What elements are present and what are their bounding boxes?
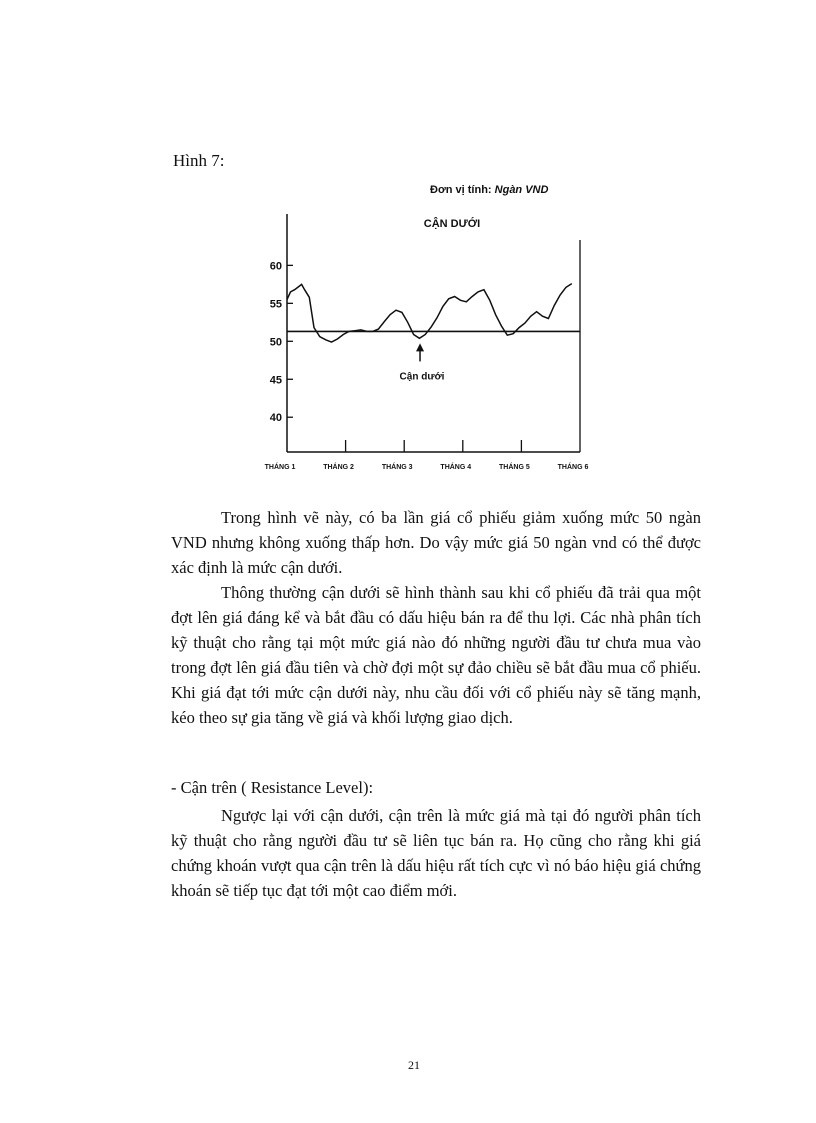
- support-level-chart: [240, 200, 600, 480]
- paragraph-1: Trong hình vẽ này, có ba lần giá cổ phiếu giảm xuống mức 50 ngàn VND nhưng không xuống thấp hơn. Do vậy mức giá 50 ngàn vnd có thể được xác định là mức cận dưới.: [171, 508, 701, 577]
- y-tick-label: 45: [269, 374, 282, 387]
- unit-label: Đơn vị tính:: [430, 184, 492, 196]
- y-tick-label: 55: [269, 298, 282, 311]
- chart-axes: [287, 214, 580, 452]
- x-tick-label: THÁNG 3: [381, 464, 413, 471]
- x-tick-label: THÁNG 2: [323, 464, 354, 471]
- x-tick-label: THÁNG 6: [557, 464, 589, 471]
- y-tick-label: 40: [269, 412, 282, 425]
- y-axis-ticks: [270, 260, 293, 424]
- section-heading: - Cận trên ( Resistance Level):: [171, 778, 374, 797]
- chart-unit-label: [430, 184, 548, 196]
- support-annotation: Cận dưới: [399, 371, 445, 383]
- x-tick-label: THÁNG 1: [264, 464, 296, 471]
- x-axis-ticks: [265, 440, 589, 471]
- figure-caption: Hình 7:: [173, 151, 225, 170]
- y-tick-label: 50: [269, 336, 282, 349]
- price-series-line: [287, 284, 572, 343]
- x-tick-label: THÁNG 4: [440, 464, 472, 471]
- paragraph-3: Ngược lại với cận dưới, cận trên là mức giá mà tại đó người phân tích kỹ thuật cho rằng người đầu tư sẽ liên tục bán ra. Họ cũng cho rằng khi giá chứng khoán vượt qua cận trên là dấu hiệu rất tích cực vì nó báo hiệu giá chứng khoán sẽ tiếp tục đạt tới một cao điểm mới.: [171, 806, 701, 900]
- support-arrow: [416, 343, 424, 361]
- arrow-head: [416, 343, 424, 351]
- paragraph-2: Thông thường cận dưới sẽ hình thành sau khi cổ phiếu đã trải qua một đợt lên giá đáng kể và bắt đầu có dấu hiệu bán ra để thu lợi. Các nhà phân tích kỹ thuật cho rằng tại một mức giá nào đó những người đầu tư chưa mua vào trong đợt lên giá đầu tiên và chờ đợi một sự đảo chiều sẽ bắt đầu mua cổ phiếu. Khi giá đạt tới mức cận dưới này, nhu cầu đối với cổ phiếu này sẽ tăng mạnh, kéo theo sự gia tăng về giá và khối lượng giao dịch.: [171, 583, 701, 727]
- unit-value: Ngàn VND: [494, 184, 549, 196]
- chart-title: CẬN DƯỚI: [423, 218, 481, 230]
- y-tick-label: 60: [269, 260, 282, 273]
- page-number: 21: [408, 1058, 420, 1072]
- x-tick-label: THÁNG 5: [499, 464, 530, 471]
